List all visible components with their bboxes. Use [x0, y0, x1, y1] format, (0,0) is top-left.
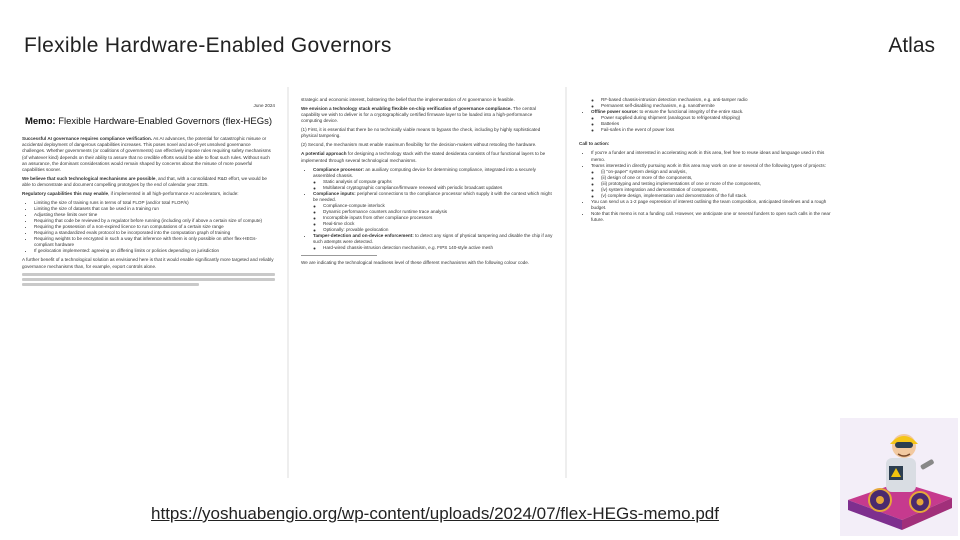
text-line	[22, 283, 199, 286]
power-text: to ensure the functional integrity of the entire stack.	[639, 109, 744, 115]
list-item: • Limiting the size of datasets that can be used in a training run	[34, 206, 275, 212]
list-item: ◦ (v) complete design, implementation and demonstration of the full stack.	[601, 193, 831, 199]
list-item: ◦ Batteries	[601, 121, 831, 127]
memo-document-preview	[10, 87, 843, 478]
belief-bold: We believe that such technological mechanisms are possible	[22, 175, 156, 181]
regulatory-bold: Regulatory capabilities this may enable	[22, 190, 109, 196]
requirement-1: (1) First, it is essential that there be no technically viable means to bypass the check, including by highly sophisticated physical tampering.	[301, 127, 541, 139]
list-item: ◦ Hard-wired chassis-intrusion detection mechanism, e.g. FIPS 140-style active mesh	[323, 245, 553, 251]
goggles-icon	[895, 442, 913, 448]
list-item: • Note that this memo is not a funding call. However, we anticipate one or several funders to open such calls in the near future.	[591, 211, 831, 223]
list-item: ◦ Fail-safes in the event of power loss	[601, 127, 831, 133]
regulatory-text: , if implemented in all high-performance AI accelerators, include:	[108, 190, 239, 196]
layer-text: an auxiliary computing device for determining compliance, integrated into a securely assembled chassis.	[313, 166, 536, 178]
list-item	[313, 233, 553, 251]
memo-title	[22, 116, 275, 128]
list-item: ◦ Permanent self-disabling mechanism, e.g. nanothermite	[601, 103, 831, 109]
robot-gpu-illustration	[840, 418, 958, 536]
list-item: ◦ Incorruptible inputs from other compliance processors	[323, 215, 553, 221]
layer-title: Compliance inputs:	[313, 190, 356, 196]
brand-label: Atlas	[888, 34, 935, 57]
approach-bold: A potential approach	[301, 151, 347, 157]
cta-list	[579, 150, 831, 223]
fan-hub	[917, 499, 924, 506]
list-item: • Requiring a standardized evals protocol to be incorporated into the computation graph of training	[34, 230, 275, 236]
memo-page-3	[567, 87, 843, 478]
list-item: ◦ Power supplied during shipment (analogous to refrigerated shipping)	[601, 115, 831, 121]
list-item: ◦ Static analysis of compute graphs	[323, 179, 553, 185]
intro-text: As AI advances, the potential for catastrophic misuse or accidental deployment of dangerous capabilities increases. This poses novel and as-of-yet unsolved governance challenges. Whether governments (or coalitions of governments) can effectively impose rules requiring safety mechanisms (of whatever kind) depends on their ability to assure that no credible efforts would be able to flout such rules. Without such an assurance, the dominant considerations would remain shaped by concerns about the misuse of more powerful capabilities sooner.	[22, 136, 271, 172]
approach-paragraph	[301, 151, 553, 163]
list-item: ◦ (iii) prototyping and testing implementations of one or more of the components,	[601, 181, 831, 187]
memo-title-text: Flexible Hardware-Enabled Governors (flex-HEGs)	[58, 116, 273, 127]
memo-page-1	[10, 87, 287, 478]
intro-bold: Successful AI governance requires compliance verification.	[22, 136, 153, 142]
list-item: • Limiting the size of training runs in terms of total FLOP (and/or total FLOP/s)	[34, 200, 275, 206]
list-item: ◦ Dynamic performance counters and/or runtime trace analysis	[323, 209, 553, 215]
list-item: • Requiring the possession of a non-expired licence to run computations of a certain size range	[34, 224, 275, 230]
layer-text: to detect any signs of physical tampering and disable the chip if any such attempts were detected.	[313, 233, 553, 245]
cta-teams-text: Teams interested in directly pursuing work in this area may work on one or several of the following types of projects:	[591, 162, 826, 168]
belief-paragraph	[22, 176, 275, 188]
list-item	[591, 97, 831, 109]
list-item: • Requiring weights to be encrypted in such a way that inference with them is only possible on other flex-HEGs-compliant hardware	[34, 236, 275, 248]
requirement-2: (2) Second, the mechanism must enable maximum flexibility for the decision-makers without retooling the hardware.	[301, 142, 537, 148]
list-item: • If geolocation implemented: agreeing on differing limits or policies depending on jurisdiction	[34, 248, 275, 254]
approach-text: for designing a technology stack with the stated desiderata consists of four functional layers to be implemented through several technological mechanisms.	[301, 151, 546, 163]
slide-title: Flexible Hardware-Enabled Governors	[24, 34, 392, 57]
list-item: • Requiring that code be reviewed by a regulator before running (including only if above a certain size of compute)	[34, 218, 275, 224]
layer-title: Compliance processor:	[313, 166, 365, 172]
list-item: ◦ Optionally: provable geolocation	[323, 227, 553, 233]
envision-text: The central capability we wish to deliver is for a cryptographically certified firmware layer to be loaded into a high-performance computing device.	[301, 106, 536, 124]
memo-page-2	[289, 87, 565, 478]
tamper-sub-list	[579, 97, 831, 133]
list-item	[313, 191, 553, 233]
text-line	[22, 273, 275, 276]
list-item	[591, 109, 831, 133]
text-line	[22, 278, 275, 281]
list-item: • If you're a funder and interested in accelerating work in this area, feel free to reuse ideas and language used in this memo.	[591, 150, 831, 162]
memo-date: June 2024	[253, 103, 275, 108]
list-item: ◦ Compliance-compute interlock	[323, 203, 553, 209]
list-item: ◦ (i) "on-paper" system design and analysis,	[601, 169, 831, 175]
footnote: We are indicating the technological readiness level of these different mechanisms with the following colour code.	[301, 260, 530, 266]
list-item: ◦ Multilateral cryptographic compliance/firmware renewed with periodic broadcast updates	[323, 185, 553, 191]
cta-title: Call to action:	[579, 141, 610, 147]
layers-list	[301, 167, 553, 252]
power-title: Offline power source:	[591, 109, 639, 115]
layer-title: Tamper-detection and on-device enforcement:	[313, 233, 414, 239]
regulatory-paragraph	[22, 191, 275, 197]
capabilities-list	[22, 200, 275, 255]
envision-paragraph	[301, 106, 553, 124]
source-url-link[interactable]: https://yoshuabengio.org/wp-content/uploads/2024/07/flex-HEGs-memo.pdf	[151, 504, 719, 523]
list-item	[591, 163, 831, 199]
footnote-divider	[301, 255, 377, 256]
closing-paragraph: A further benefit of a technological solution as envisioned here is that it would enable significantly more targeted and reliably governance mechanisms than, for example, export controls alone.	[22, 257, 274, 269]
intro-paragraph	[22, 136, 275, 172]
list-item: ◦ (iv) system integration and demonstration of components,	[601, 187, 831, 193]
memo-label: Memo:	[24, 116, 56, 127]
opening-text: strategic and economic interest, bolstering the belief that the implementation of AI governance is feasible.	[301, 97, 515, 102]
list-item: ◦ Real-time clock	[323, 221, 553, 227]
list-item: ◦ RF-based chassis-intrusion detection mechanism, e.g. anti-tamper radio	[601, 97, 831, 103]
list-item: ◦ (ii) design of one or more of the components,	[601, 175, 831, 181]
fan-hub	[876, 496, 884, 504]
list-item: • You can send us a 1-2 page expression of interest outlining the team composition, anticipated timelines and a rough budget.	[591, 199, 831, 211]
layer-text: peripheral connections to the compliance processor which supply it with the context which might be needed.	[313, 190, 552, 202]
envision-bold: We envision a technology stack enabling flexible on-chip verification of governance compliance.	[301, 106, 512, 112]
belief-text: , and that, with a consolidated R&D effort, we would be able to demonstrate and document compelling prototypes by the end of calendar year 2025.	[22, 175, 267, 187]
list-item	[313, 167, 553, 191]
list-item: • Adjusting these limits over time	[34, 212, 275, 218]
